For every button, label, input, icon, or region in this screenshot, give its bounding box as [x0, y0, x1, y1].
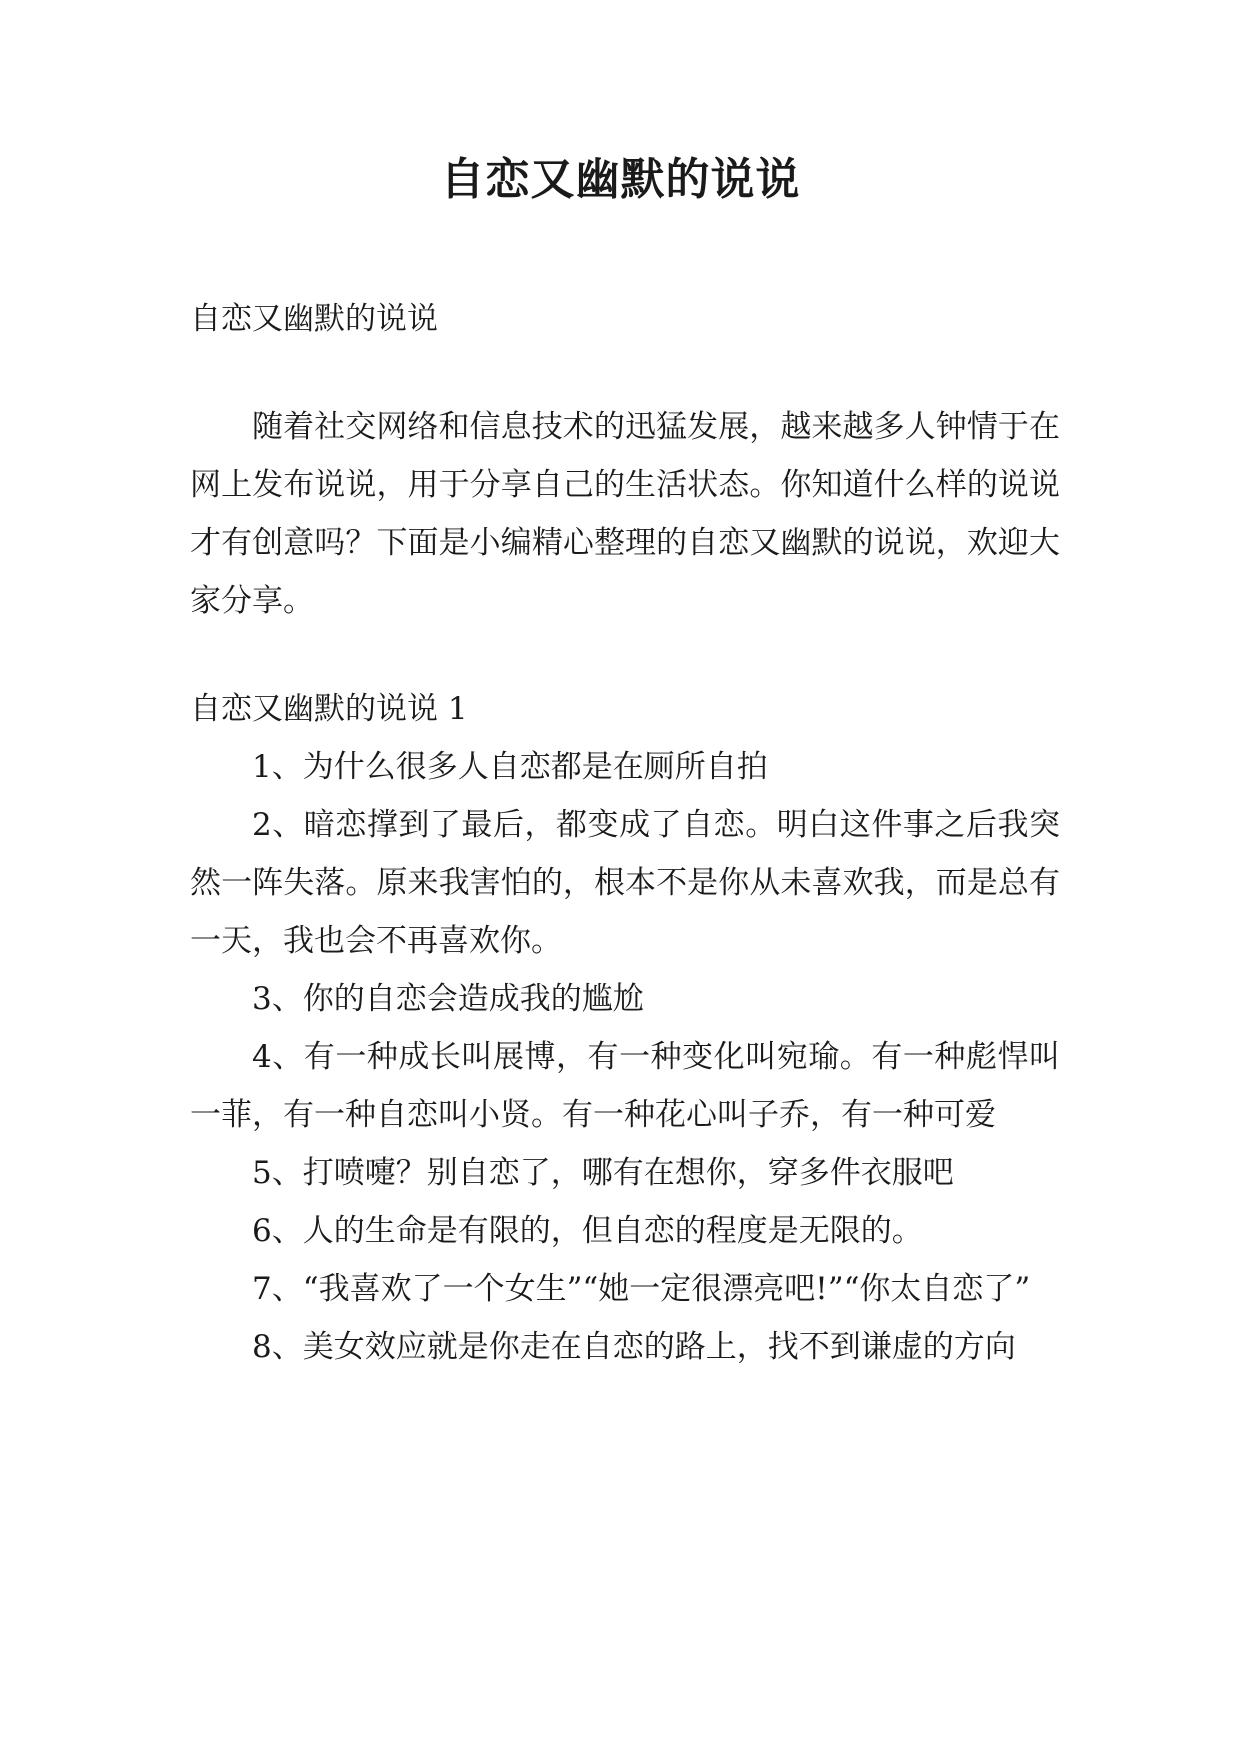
- list-item: 8、美女效应就是你走在自恋的路上，找不到谦虚的方向: [252, 1329, 1016, 1365]
- list-item: 2、暗恋撑到了最后，都变成了自恋。明白这件事之后我突然一阵失落。原来我害怕的，根本不是你从未喜欢我，而是总有一天，我也会不再喜欢你。: [190, 807, 1060, 959]
- section-heading: 自恋又幽默的说说 1: [190, 691, 468, 727]
- list-item: 7、“我喜欢了一个女生”“她一定很漂亮吧!”“你太自恋了”: [252, 1271, 1031, 1307]
- list-item: 6、人的生命是有限的，但自恋的程度是无限的。: [252, 1213, 923, 1249]
- list-item: 5、打喷嚏？别自恋了，哪有在想你，穿多件衣服吧: [252, 1155, 954, 1191]
- subtitle: 自恋又幽默的说说: [190, 301, 438, 337]
- list-item: 3、你的自恋会造成我的尴尬: [252, 981, 644, 1017]
- intro-paragraph: 随着社交网络和信息技术的迅猛发展，越来越多人钟情于在网上发布说说，用于分享自己的生活状态。你知道什么样的说说才有创意吗？下面是小编精心整理的自恋又幽默的说说，欢迎大家分享。: [190, 409, 1060, 619]
- list-item: 1、为什么很多人自恋都是在厕所自拍: [252, 749, 768, 785]
- page-title: 自恋又幽默的说说: [440, 154, 801, 205]
- list-item: 4、有一种成长叫展博，有一种变化叫宛瑜。有一种彪悍叫一菲，有一种自恋叫小贤。有一种花心叫子乔，有一种可爱: [190, 1039, 1060, 1133]
- document-body: [190, 290, 1060, 1376]
